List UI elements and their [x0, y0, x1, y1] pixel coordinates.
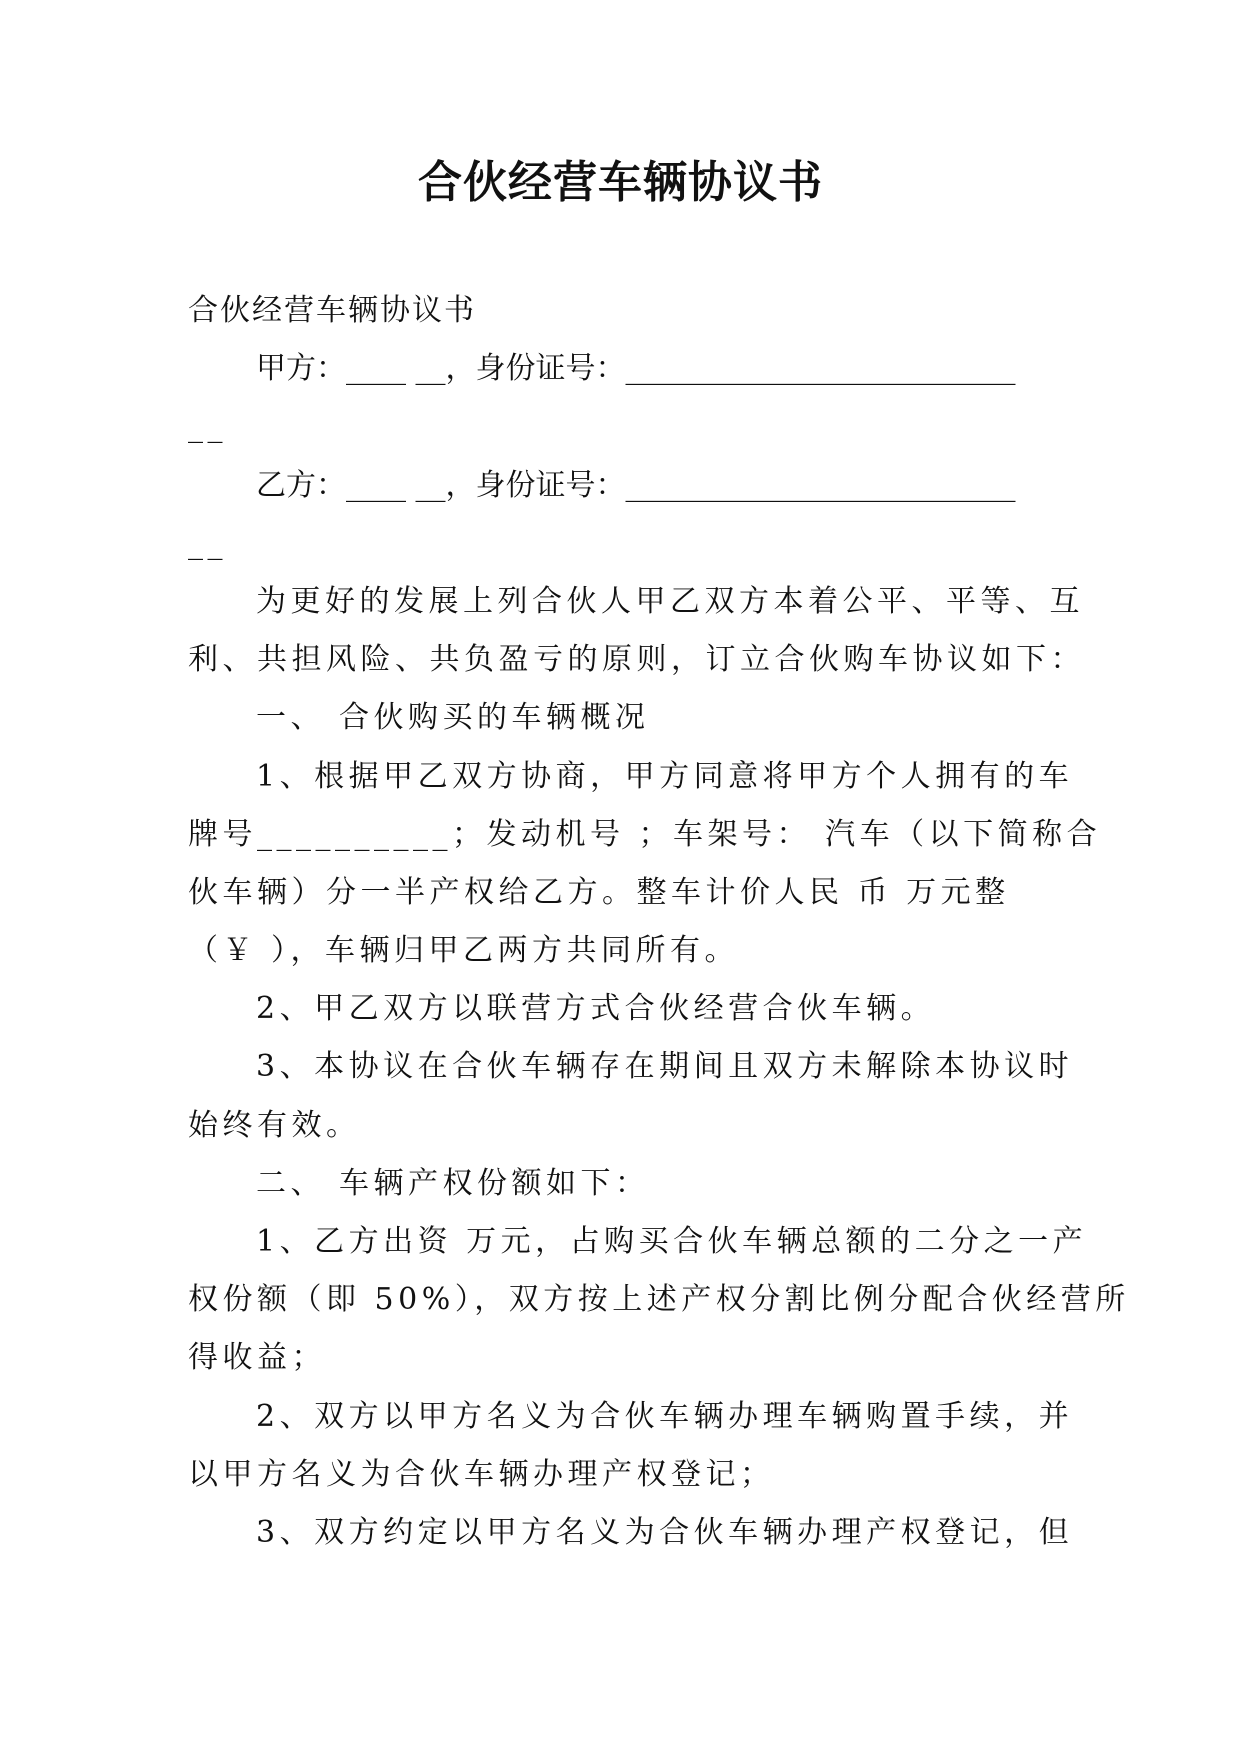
paragraph-line: 以甲方名义为合伙车辆办理产权登记； — [188, 1456, 775, 1492]
section-heading: 二、 车辆产权份额如下： — [256, 1165, 650, 1201]
paragraph-line: 3、本协议在合伙车辆存在期间且双方未解除本协议时 — [256, 1049, 1074, 1085]
paragraph-line: 1、根据甲乙双方协商，甲方同意将甲方个人拥有的车 — [256, 758, 1074, 794]
paragraph-line: （￥ ），车辆归甲乙两方共同所有。 — [188, 933, 740, 969]
party-b-line-continued: __ — [188, 525, 227, 561]
party-a-line: 甲方：____ __，身份证号：__________________________ — [256, 351, 1016, 387]
paragraph-line: 得收益； — [188, 1340, 326, 1376]
party-b-line: 乙方：____ __，身份证号：__________________________ — [256, 467, 1016, 503]
document-title: 合伙经营车辆协议书 — [418, 157, 823, 208]
paragraph-line: 权份额（即 50%），双方按上述产权分割比例分配合伙经营所 — [188, 1282, 1130, 1318]
paragraph-line: 3、双方约定以甲方名义为合伙车辆办理产权登记，但 — [256, 1514, 1074, 1550]
document-body — [188, 282, 1130, 1562]
section-heading: 一、 合伙购买的车辆概况 — [256, 700, 650, 736]
paragraph-line: 利、共担风险、共负盈亏的原则，订立合伙购车协议如下： — [188, 642, 1085, 678]
paragraph-line: 1、乙方出资 万元，占购买合伙车辆总额的二分之一产 — [256, 1224, 1088, 1259]
paragraph-line: 始终有效。 — [188, 1107, 361, 1143]
paragraph-line: 牌号__________；发动机号 ；车架号： 汽车（以下简称合 — [188, 816, 1102, 852]
paragraph-line: 为更好的发展上列合伙人甲乙双方本着公平、平等、互 — [256, 583, 1084, 619]
paragraph-line: 2、甲乙双方以联营方式合伙经营合伙车辆。 — [256, 991, 936, 1027]
party-a-line-continued: __ — [188, 409, 227, 445]
subtitle-line: 合伙经营车辆协议书 — [188, 293, 476, 328]
paragraph-line: 伙车辆）分一半产权给乙方。整车计价人民 币 万元整 — [188, 874, 1010, 910]
paragraph-line: 2、双方以甲方名义为合伙车辆办理车辆购置手续，并 — [256, 1398, 1074, 1434]
